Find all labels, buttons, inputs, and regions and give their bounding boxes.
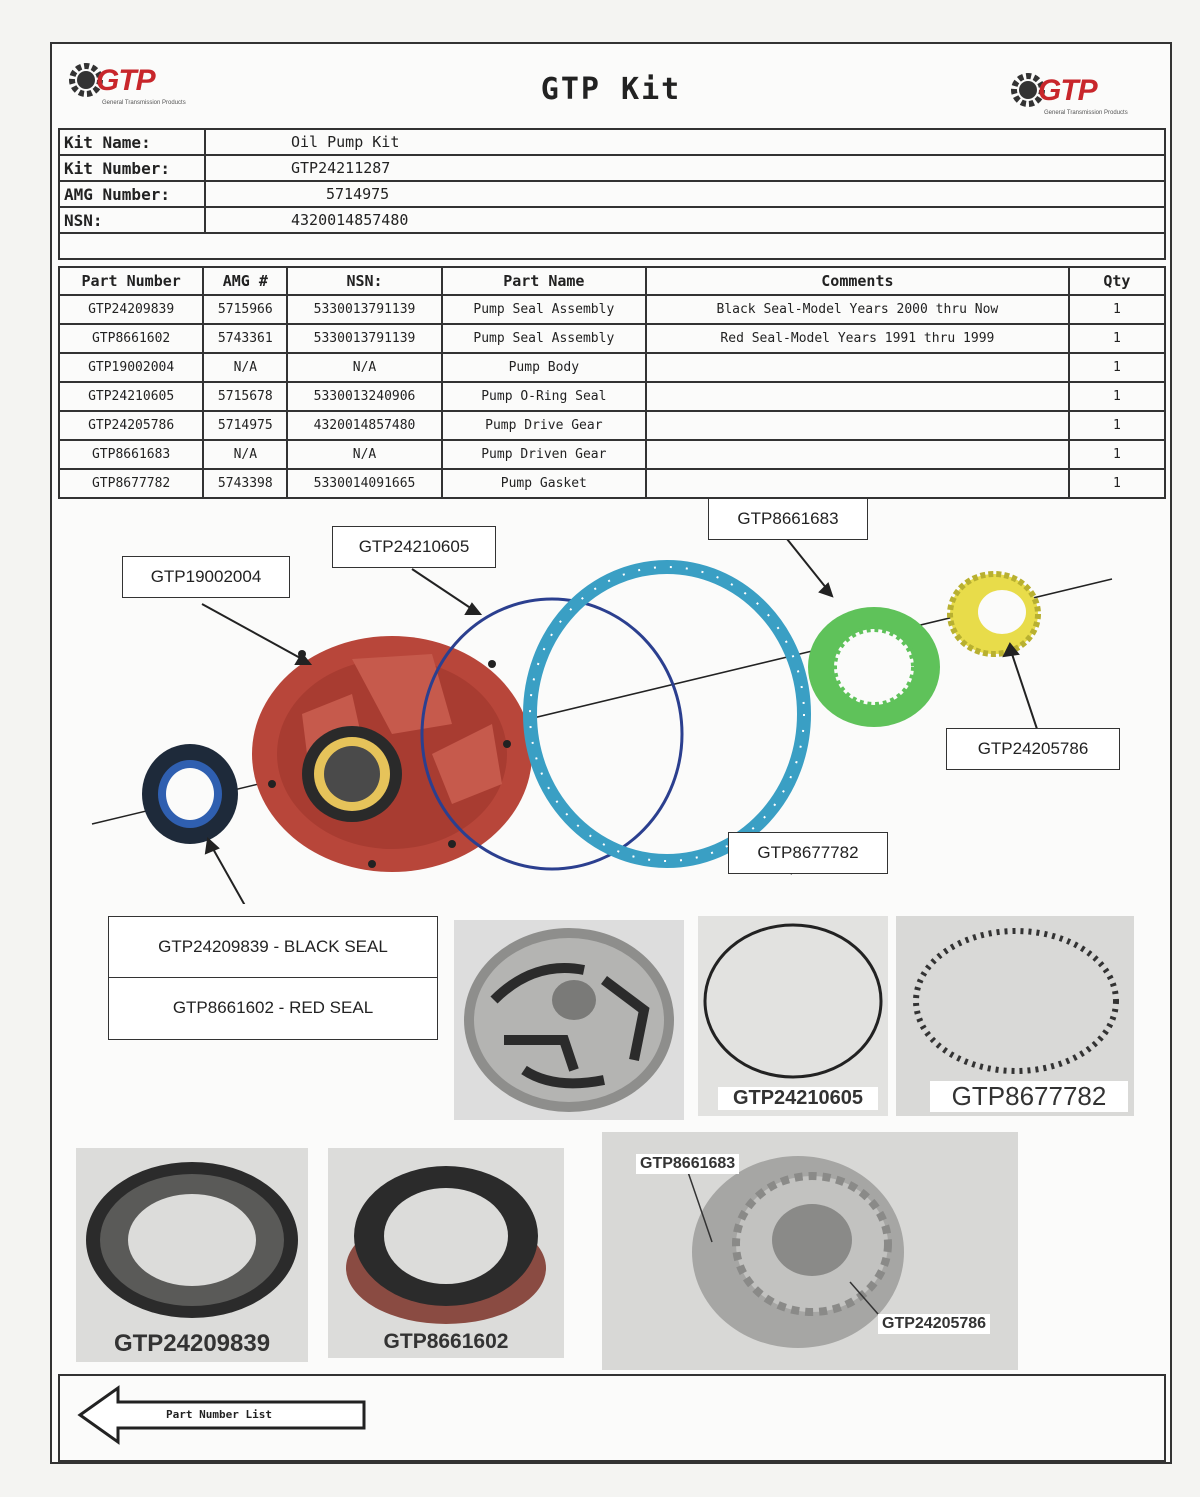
col-part-name: Part Name (442, 267, 646, 295)
part-number-list-label: Part Number List (166, 1408, 272, 1421)
qty-cell: 1 (1069, 411, 1165, 440)
label-seal-red: GTP8661602 - RED SEAL (172, 998, 374, 1017)
qty-cell: 1 (1069, 469, 1165, 498)
col-nsn: NSN: (287, 267, 441, 295)
label-driven-gear: GTP8661683 (708, 498, 868, 540)
photo-caption-black-seal: GTP24209839 (113, 1330, 271, 1357)
part-number-cell: GTP8677782 (59, 469, 203, 498)
gasket-illustration (530, 567, 804, 861)
photo-black-seal (76, 1148, 308, 1362)
label-o-ring: GTP24210605 (332, 526, 496, 568)
col-qty: Qty (1069, 267, 1165, 295)
comments-cell (646, 411, 1069, 440)
table-row (59, 295, 1165, 324)
qty-cell: 1 (1069, 440, 1165, 469)
part-number-cell: GTP19002004 (59, 353, 203, 382)
nsn-cell: 4320014857480 (287, 411, 441, 440)
amg-cell: 5743398 (203, 469, 287, 498)
logo-text: GTP (1038, 74, 1097, 107)
nsn-cell: N/A (287, 353, 441, 382)
amg-cell: 5743361 (203, 324, 287, 353)
kit-info-table (58, 128, 1166, 260)
pump-seal-illustration (142, 744, 238, 844)
comments-cell (646, 440, 1069, 469)
table-row (59, 411, 1165, 440)
comments-cell (646, 382, 1069, 411)
driven-gear-illustration (808, 607, 940, 727)
gasket-photo-illustration (896, 916, 1134, 1086)
photo-caption-gasket: GTP8677782 (930, 1081, 1128, 1112)
col-comments: Comments (646, 267, 1069, 295)
part-number-cell: GTP24205786 (59, 411, 203, 440)
nsn-cell: 5330013791139 (287, 295, 441, 324)
label-gasket: GTP8677782 (728, 832, 888, 874)
amg-cell: 5715966 (203, 295, 287, 324)
qty-cell: 1 (1069, 295, 1165, 324)
label-seal-black: GTP24209839 - BLACK SEAL (109, 917, 437, 978)
photo-pump-body (454, 920, 684, 1120)
part-name-cell: Pump Seal Assembly (442, 295, 646, 324)
kit-info-row (59, 155, 1165, 181)
table-row (59, 440, 1165, 469)
part-number-cell: GTP24210605 (59, 382, 203, 411)
part-number-cell: GTP8661683 (59, 440, 203, 469)
black-seal-photo-illustration (76, 1148, 308, 1328)
logo-text: GTP (96, 64, 155, 97)
kit-number-value: GTP24211287 (205, 155, 1165, 181)
part-number-list-button[interactable] (76, 1384, 366, 1446)
nsn-cell: 5330013240906 (287, 382, 441, 411)
kit-name-label: Kit Name: (59, 129, 205, 155)
parts-table (58, 266, 1166, 499)
nsn-value: 4320014857480 (205, 207, 1165, 233)
nsn-label: NSN: (59, 207, 205, 233)
nsn-cell: 5330013791139 (287, 324, 441, 353)
kit-info-row (59, 207, 1165, 233)
photo-caption-driven-gear: GTP8661683 (636, 1154, 739, 1174)
pump-body-photo-illustration (454, 920, 684, 1120)
part-name-cell: Pump Body (442, 353, 646, 382)
parts-header-row (59, 267, 1165, 295)
red-seal-photo-illustration (328, 1148, 564, 1328)
o-ring-photo-illustration (698, 916, 888, 1086)
amg-number-value: 5714975 (205, 181, 1165, 207)
part-name-cell: Pump Seal Assembly (442, 324, 646, 353)
part-name-cell: Pump O-Ring Seal (442, 382, 646, 411)
part-name-cell: Pump Driven Gear (442, 440, 646, 469)
part-number-cell: GTP24209839 (59, 295, 203, 324)
col-amg: AMG # (203, 267, 287, 295)
comments-cell: Black Seal-Model Years 2000 thru Now (646, 295, 1069, 324)
kit-sheet (50, 42, 1172, 1464)
logo-subtitle: General Transmission Products (1044, 110, 1128, 116)
qty-cell: 1 (1069, 353, 1165, 382)
photo-gears (602, 1132, 1018, 1370)
amg-cell: N/A (203, 353, 287, 382)
label-pump-body: GTP19002004 (122, 556, 290, 598)
label-drive-gear: GTP24205786 (946, 728, 1120, 770)
photo-o-ring (698, 916, 888, 1116)
kit-info-row (59, 181, 1165, 207)
amg-number-label: AMG Number: (59, 181, 205, 207)
kit-info-row (59, 129, 1165, 155)
logo-subtitle: General Transmission Products (102, 100, 186, 106)
photo-red-seal (328, 1148, 564, 1358)
table-row (59, 382, 1165, 411)
amg-cell: 5715678 (203, 382, 287, 411)
nsn-cell: 5330014091665 (287, 469, 441, 498)
photo-caption-drive-gear: GTP24205786 (878, 1314, 990, 1334)
nsn-cell: N/A (287, 440, 441, 469)
bottom-nav-bar (58, 1374, 1166, 1462)
kit-name-value: Oil Pump Kit (205, 129, 1165, 155)
comments-cell: Red Seal-Model Years 1991 thru 1999 (646, 324, 1069, 353)
kit-info-spacer (59, 233, 1165, 259)
parts-table-body (59, 295, 1165, 498)
comments-cell (646, 353, 1069, 382)
drive-gear-illustration (950, 574, 1038, 654)
part-number-cell: GTP8661602 (59, 324, 203, 353)
page-title: GTP Kit (540, 72, 682, 107)
photo-caption-o-ring: GTP24210605 (718, 1087, 878, 1110)
table-row (59, 353, 1165, 382)
part-name-cell: Pump Drive Gear (442, 411, 646, 440)
amg-cell: 5714975 (203, 411, 287, 440)
col-part-number: Part Number (59, 267, 203, 295)
qty-cell: 1 (1069, 382, 1165, 411)
photo-gasket (896, 916, 1134, 1116)
photo-caption-red-seal: GTP8661602 (383, 1330, 509, 1353)
exploded-diagram (52, 484, 1170, 904)
qty-cell: 1 (1069, 324, 1165, 353)
amg-cell: N/A (203, 440, 287, 469)
part-name-cell: Pump Gasket (442, 469, 646, 498)
kit-number-label: Kit Number: (59, 155, 205, 181)
pump-body-illustration (252, 636, 532, 872)
label-seal-group (108, 916, 438, 1040)
table-row (59, 324, 1165, 353)
